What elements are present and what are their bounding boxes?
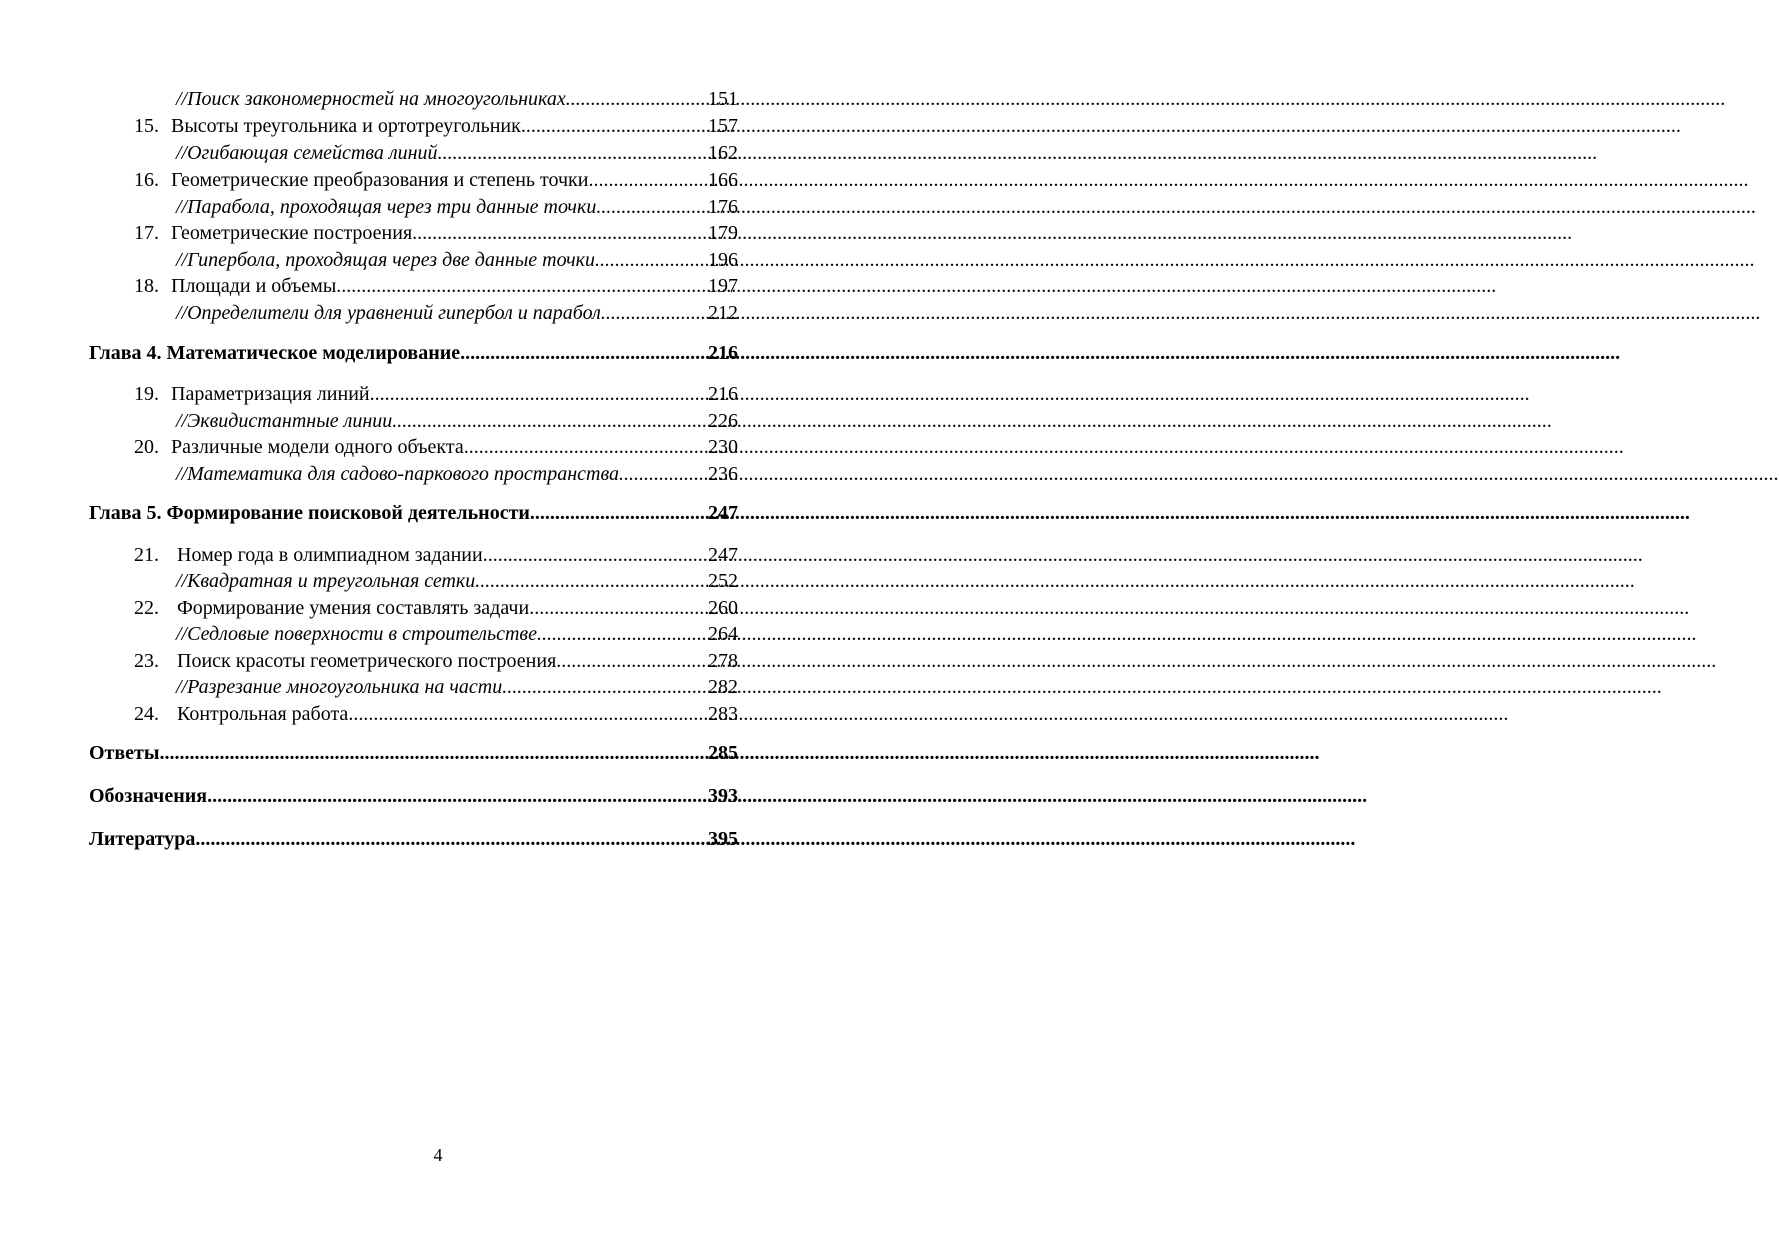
toc-entry-chapter [89,340,738,366]
toc-entry-subsection [176,140,738,166]
toc-entry-number: 22. [134,597,159,619]
toc-entry-title: //Определители для уравнений гипербол и парабол [176,302,601,324]
toc-entry-section [134,595,738,621]
toc-entry-title: Различные модели одного объекта [171,436,464,458]
toc-entry-page: 278 [708,650,738,672]
toc-entry-section [134,167,738,193]
toc-entry-page: 226 [708,410,738,432]
toc-entry-subsection [176,247,738,273]
toc-entry-title: //Огибающая семейства линий [176,142,438,164]
toc-entry-title: //Разрезание многоугольника на части [176,676,503,698]
toc-entry-page: 162 [708,142,738,164]
toc-entry-page: 282 [708,676,738,698]
dot-leader [521,113,708,139]
toc-entry-title: Площади и объемы [171,275,337,297]
dot-leader [483,542,708,568]
toc-entry-number: 20. [134,436,159,458]
toc-entry-page: 260 [708,597,738,619]
toc-entry-chapter [89,500,738,526]
toc-entry-page: 283 [708,703,738,725]
dot-leader [438,140,708,166]
toc-entry-page: 393 [708,785,738,807]
dot-leader [601,300,708,326]
toc-entry-title: Глава 4. Математическое моделирование [89,342,461,364]
dot-leader [348,701,708,727]
toc-entry-number: 19. [134,383,159,405]
toc-entry-page: 196 [708,249,738,271]
dot-leader [566,86,708,112]
toc-entry-title: //Эквидистантные линии [176,410,393,432]
toc-entry-title: Номер года в олимпиадном задании [177,544,483,566]
toc-entry-title: //Парабола, проходящая через три данные точки [176,196,597,218]
toc-entry-subsection [176,461,738,487]
toc-entry-section [134,648,738,674]
toc-entry-number: 24. [134,703,159,725]
page-number: 4 [433,1145,443,1165]
toc-entry-page: 247 [708,502,738,524]
dot-leader [530,500,708,526]
dot-leader [537,621,708,647]
toc-entry-title: //Гипербола, проходящая через две данные точки [176,249,595,271]
toc-entry-number: 21. [134,544,159,566]
dot-leader [464,434,708,460]
toc-entry-page: 216 [708,383,738,405]
dot-leader [596,194,708,220]
toc-entry-section [134,113,738,139]
toc-entry-page: 157 [708,115,738,137]
toc-entry-subsection [176,86,738,112]
toc-entry-title: Параметризация линий [171,383,370,405]
toc-entry-subsection [176,194,738,220]
toc-entry-section [134,434,738,460]
toc-entry-page: 252 [708,570,738,592]
dot-leader [460,340,708,366]
dot-leader [595,247,708,273]
toc-entry-title: Глава 5. Формирование поисковой деятельности [89,502,530,524]
dot-leader [529,595,708,621]
toc-entry-page: 230 [708,436,738,458]
toc-entry-title: Формирование умения составлять задачи [177,597,530,619]
toc-entry-section [134,220,738,246]
toc-entry-title: Геометрические преобразования и степень точки [171,169,589,191]
toc-entry-subsection [176,568,738,594]
toc-entry-page: 395 [708,828,738,850]
dot-leader [502,674,708,700]
toc-entry-title: Ответы [89,742,160,764]
toc-entry-number: 23. [134,650,159,672]
toc-entry-number: 15. [134,115,159,137]
toc-entry-notation [89,783,738,809]
toc-entry-page: 212 [708,302,738,324]
toc-entry-title: Высоты треугольника и ортотреугольник [171,115,521,137]
toc-entry-section [134,542,738,568]
toc-entry-title: Поиск красоты геометрического построения [177,650,557,672]
toc-entry-answers [89,740,738,766]
dot-leader [556,648,708,674]
dot-leader [195,826,708,852]
toc-entry-title: //Седловые поверхности в строительстве [176,623,537,645]
dot-leader [392,408,708,434]
toc-entry-section [134,273,738,299]
toc-entry-number: 16. [134,169,159,191]
toc-entry-page: 285 [708,742,738,764]
toc-entry-section [134,381,738,407]
toc-entry-page: 176 [708,196,738,218]
dot-leader [336,273,708,299]
dot-leader [475,568,708,594]
toc-entry-page: 197 [708,275,738,297]
toc-entry-section [134,701,738,727]
toc-entry-subsection [176,674,738,700]
toc-entry-number: 17. [134,222,159,244]
toc-entry-subsection [176,621,738,647]
toc-entry-subsection [176,300,738,326]
dot-leader [160,740,709,766]
dot-leader [207,783,708,809]
toc-entry-page: 264 [708,623,738,645]
dot-leader [588,167,708,193]
toc-entry-title: Литература [89,828,196,850]
toc-entry-title: //Квадратная и треугольная сетки [176,570,476,592]
toc-entry-page: 179 [708,222,738,244]
toc-entry-page: 151 [708,88,738,110]
dot-leader [370,381,708,407]
toc-entry-title: Геометрические построения [171,222,413,244]
toc-entry-page: 216 [708,342,738,364]
toc-entry-title: Контрольная работа [177,703,349,725]
toc-entry-title: Обозначения [89,785,208,807]
dot-leader [412,220,708,246]
toc-entry-page: 236 [708,463,738,485]
toc-entry-subsection [176,408,738,434]
dot-leader [619,461,708,487]
toc-entry-title: //Поиск закономерностей на многоугольниках [176,88,566,110]
toc-entry-literature [89,826,738,852]
toc-entry-page: 166 [708,169,738,191]
toc-entry-page: 247 [708,544,738,566]
toc-entry-number: 18. [134,275,159,297]
toc-entry-title: //Математика для садово-паркового пространства [176,463,619,485]
